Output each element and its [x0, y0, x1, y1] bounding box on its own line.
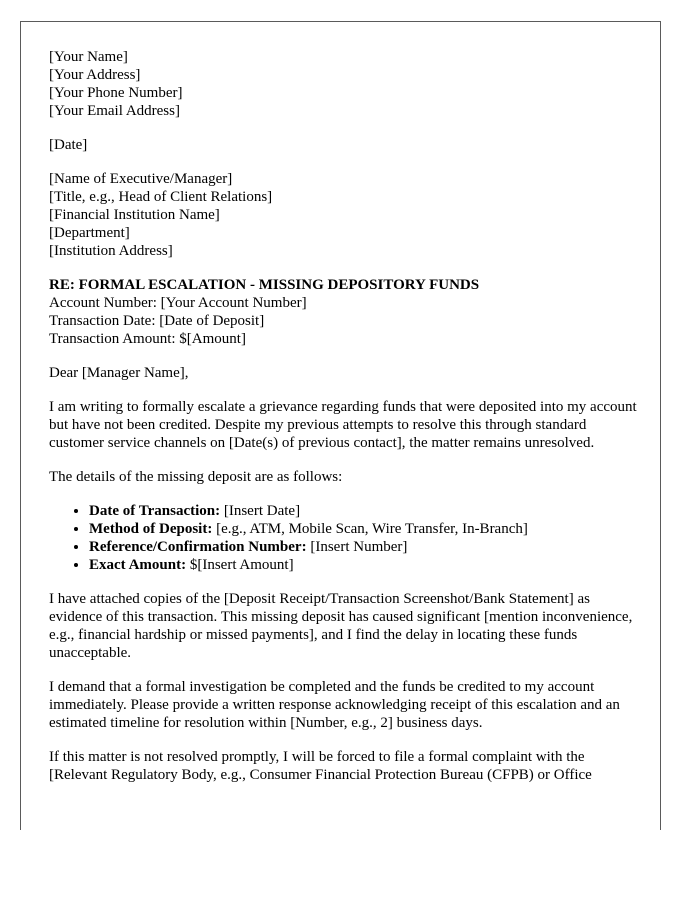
list-item	[89, 502, 641, 520]
recipient-title: [Title, e.g., Head of Client Relations]	[49, 189, 273, 205]
account-number: Account Number: [Your Account Number]	[49, 295, 307, 311]
list-item	[89, 556, 641, 574]
recipient-institution: [Financial Institution Name]	[49, 207, 220, 223]
sender-block	[49, 48, 641, 120]
sender-phone: [Your Phone Number]	[49, 85, 183, 101]
detail-label: Reference/Confirmation Number:	[89, 539, 307, 555]
recipient-block	[49, 170, 641, 260]
list-item	[89, 520, 641, 538]
recipient-department: [Department]	[49, 225, 130, 241]
subject-block	[49, 276, 641, 348]
list-item	[89, 538, 641, 556]
demand-paragraph: I demand that a formal investigation be completed and the funds be credited to my account immediately. Please provide a written response acknowledging receipt of this escalation and an estimated timeline for resolution within [Number, e.g., 2] business days.	[49, 679, 620, 731]
detail-label: Date of Transaction:	[89, 503, 221, 519]
detail-label: Method of Deposit:	[89, 521, 213, 537]
transaction-amount: Transaction Amount: $[Amount]	[49, 331, 246, 347]
warning-paragraph: If this matter is not resolved promptly, I will be forced to file a formal complaint with the [Relevant Regulatory Body, e.g., Consumer Financial Protection Bureau (CFPB) or Office	[49, 749, 592, 783]
deposit-details-list	[49, 502, 641, 574]
subject-title: RE: FORMAL ESCALATION - MISSING DEPOSITORY FUNDS	[49, 277, 480, 293]
intro-paragraph: I am writing to formally escalate a grievance regarding funds that were deposited into my account but have not been credited. Despite my previous attempts to resolve this through standard customer service channels on [Date(s) of previous contact], the matter remains unresolved.	[49, 399, 637, 451]
detail-value: [Insert Number]	[306, 539, 408, 555]
salutation: Dear [Manager Name],	[49, 365, 189, 381]
sender-email: [Your Email Address]	[49, 103, 180, 119]
detail-value: [e.g., ATM, Mobile Scan, Wire Transfer, In-Branch]	[212, 521, 528, 537]
detail-label: Exact Amount:	[89, 557, 187, 573]
sender-address: [Your Address]	[49, 67, 141, 83]
recipient-name: [Name of Executive/Manager]	[49, 171, 233, 187]
detail-value: [Insert Date]	[220, 503, 301, 519]
details-intro-paragraph: The details of the missing deposit are as follows:	[49, 469, 343, 485]
date-block	[49, 136, 641, 154]
letter-page	[20, 21, 661, 830]
letter-body	[49, 48, 641, 784]
recipient-address: [Institution Address]	[49, 243, 173, 259]
evidence-paragraph: I have attached copies of the [Deposit Receipt/Transaction Screenshot/Bank Statement] as evidence of this transaction. This missing deposit has caused significant [mention inconvenience, e.g., financial hardship or missed payments], and I find the delay in locating these funds unacceptable.	[49, 591, 633, 661]
sender-name: [Your Name]	[49, 49, 128, 65]
transaction-date: Transaction Date: [Date of Deposit]	[49, 313, 265, 329]
letter-date: [Date]	[49, 137, 88, 153]
detail-value: $[Insert Amount]	[186, 557, 294, 573]
